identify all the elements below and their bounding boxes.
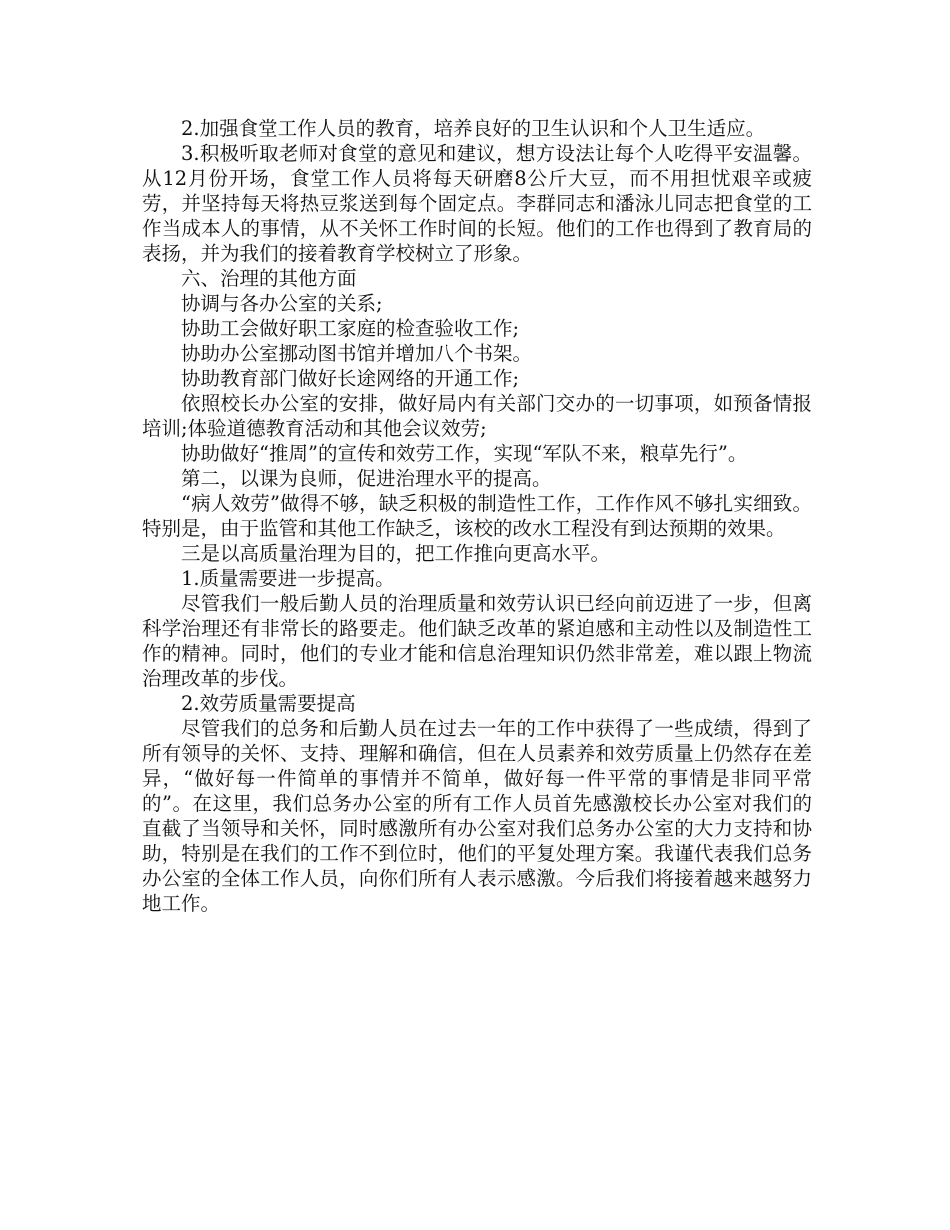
section-heading: 六、治理的其他方面 bbox=[181, 267, 357, 290]
paragraph: 2.加强食堂工作人员的教育，培养良好的卫生认识和个人卫生适应。 bbox=[181, 117, 766, 140]
document-body bbox=[142, 116, 812, 916]
paragraph: 3.积极听取老师对食堂的意见和建议，想方设法让每个人吃得平安温馨。从12月份开场，食堂工作人员将每天研磨8公斤大豆，而不用担忧艰辛或疲劳，并坚持每天将热豆浆送到每个固定点。李群同志和潘泳儿同志把食堂的工作当成本人的事情，从不关怀工作时间的长短。他们的工作也得到了教育局的表扬，并为我们的接着教育学校树立了形象。 bbox=[142, 142, 812, 265]
list-item: 协调与各办公室的关系; bbox=[181, 292, 383, 315]
section-heading: 第二，以课为良师，促进治理水平的提高。 bbox=[181, 467, 552, 490]
paragraph: 尽管我们一般后勤人员的治理质量和效劳认识已经向前迈进了一步，但离科学治理还有非常长的路要走。他们缺乏改革的紧迫感和主动性以及制造性工作的精神。同时，他们的专业才能和信息治理知识仍然非常差，难以跟上物流治理改革的步伐。 bbox=[142, 592, 812, 690]
list-item: 协助教育部门做好长途网络的开通工作; bbox=[181, 367, 520, 390]
list-item: 协助工会做好职工家庭的检查验收工作; bbox=[181, 317, 520, 340]
list-item: 依照校长办公室的安排，做好局内有关部门交办的一切事项，如预备情报培训;体验道德教育活动和其他会议效劳; bbox=[142, 392, 812, 440]
subheading: 1.质量需要进一步提高。 bbox=[181, 567, 395, 590]
paragraph: 尽管我们的总务和后勤人员在过去一年的工作中获得了一些成绩，得到了所有领导的关怀、支持、理解和确信，但在人员素养和效劳质量上仍然存在差异，“做好每一件简单的事情并不简单，做好每一件平常的事情是非同平常的”。在这里，我们总务办公室的所有工作人员首先感激校长办公室对我们的直截了当领导和关怀，同时感激所有办公室对我们总务办公室的大力支持和协助，特别是在我们的工作不到位时，他们的平复处理方案。我谨代表我们总务办公室的全体工作人员，向你们所有人表示感激。今后我们将接着越来越努力地工作。 bbox=[142, 717, 812, 915]
paragraph: “病人效劳”做得不够，缺乏积极的制造性工作，工作作风不够扎实细致。特别是，由于监管和其他工作缺乏，该校的改水工程没有到达预期的效果。 bbox=[142, 492, 812, 540]
subheading: 2.效劳质量需要提高 bbox=[181, 692, 356, 715]
list-item: 协助做好“推周”的宣传和效劳工作，实现“军队不来，粮草先行”。 bbox=[181, 442, 748, 465]
list-item: 协助办公室挪动图书馆并增加八个书架。 bbox=[181, 342, 533, 365]
section-heading: 三是以高质量治理为目的，把工作推向更高水平。 bbox=[181, 542, 611, 565]
